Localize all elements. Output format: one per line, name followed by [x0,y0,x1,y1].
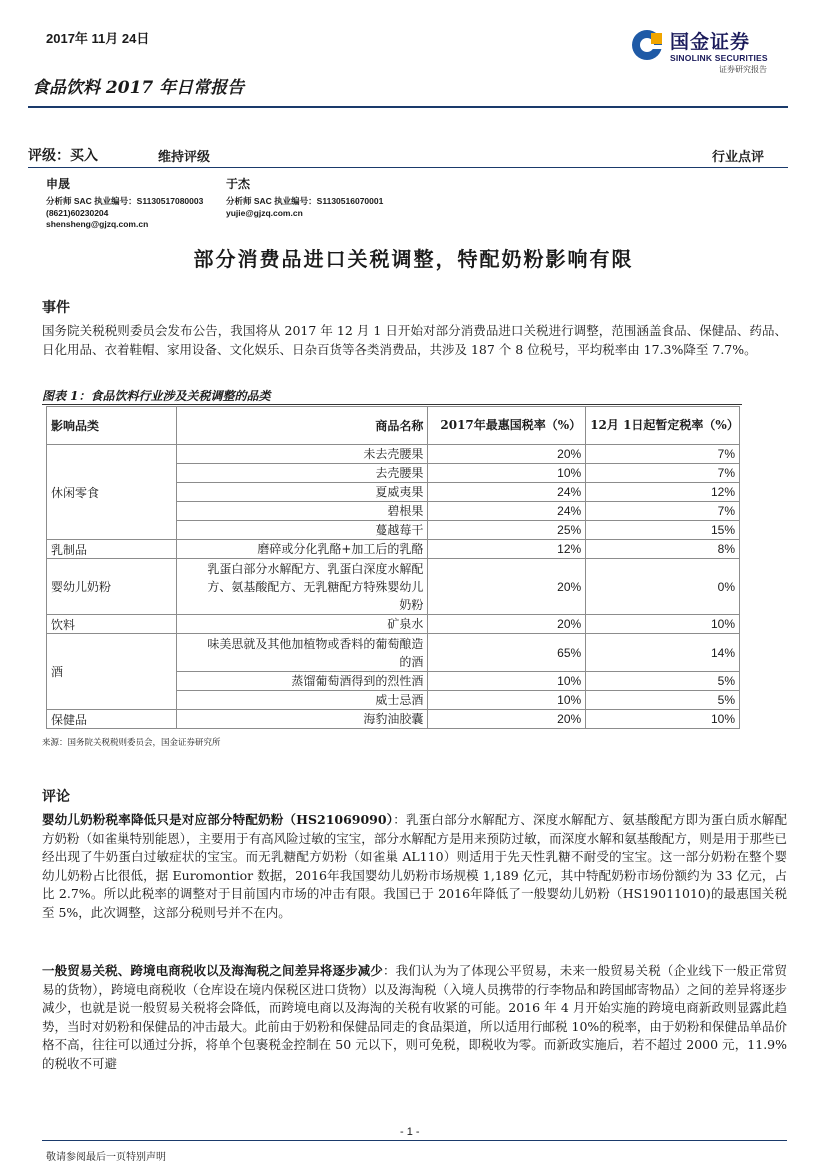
table-row [47,634,740,672]
rating-label: 评级：买入 [28,148,98,164]
rating-divider [28,167,788,168]
row-product: 未去壳腰果 [176,445,428,464]
row-rate-dec: 10% [586,615,740,634]
row-rate-dec: 5% [586,672,740,691]
row-rate-2017: 20% [428,559,586,615]
figure-title: 图表 1：食品饮料行业涉及关税调整的品类 [42,389,271,403]
row-product: 乳蛋白部分水解配方、乳蛋白深度水解配方、氨基酸配方、无乳糖配方特殊婴幼儿奶粉 [176,559,428,615]
row-rate-dec: 12% [586,483,740,502]
table-row [47,559,740,615]
row-product: 去壳腰果 [176,464,428,483]
row-rate-2017: 20% [428,710,586,729]
row-rate-2017: 10% [428,464,586,483]
row-category: 乳制品 [47,540,177,559]
comment-p2-lead: 一般贸易关税、跨境电商税收以及海淘税之间差异将逐步减少 [42,963,383,978]
row-rate-dec: 15% [586,521,740,540]
header-category: 影响品类 [47,407,177,445]
row-rate-2017: 20% [428,615,586,634]
analyst-name: 申晟 [46,177,71,191]
comment-paragraph-1 [42,811,787,922]
comment-p1-text: ：乳蛋白部分水解配方、深度水解配方、氨基酸配方即为蛋白质水解配方奶粉（如雀巢特别能恩），主要用于有高风险过敏的宝宝，部分水解配方是用来预防过敏，而深度水解和氨基酸配方，则是用于那些已经出现了牛奶蛋白过敏症状的宝宝。而无乳糖配方奶粉（如雀巢 AL110）则适用于先天性乳糖不耐受的宝宝。这一部分奶粉在整个婴幼儿奶粉占比很低，据 Euromontior 数据，2016年我国婴幼儿奶粉市场规模 1,189 亿元，其中特配奶粉市场份额约为 33 亿元，占比 2.7%。所以此税率的调整对于目前国内市场的冲击有限。我国已于 2016年降低了一般婴幼儿奶粉（HS19011010)的最惠国关税至 5%，此次调整，这部分税则号并不在内。 [42,812,787,920]
table-row [47,445,740,464]
row-rate-dec: 14% [586,634,740,672]
row-rate-dec: 5% [586,691,740,710]
row-category: 酒 [47,634,177,710]
row-product: 夏威夷果 [176,483,428,502]
table-header-row [47,407,740,445]
comment-heading: 评论 [42,789,70,805]
analyst-card [46,175,203,229]
report-series-title: 食品饮料 2017 年日常报告 [32,78,245,98]
header-divider [28,106,788,108]
event-text: 国务院关税税则委员会发布公告，我国将从 2017 年 12 月 1 日开始对部分消费品进口关税进行调整，范围涵盖食品、保健品、药品、日化用品、衣着鞋帽、家用设备、文化娱乐、日杂百货等各类消费品，共涉及 187 个 8 位税号，平均税率由 17.3%降至 7.7%。 [42,323,787,357]
report-type: 行业点评 [712,150,765,165]
row-product: 磨碎或分化乳酪+加工后的乳酪 [176,540,428,559]
row-rate-2017: 24% [428,502,586,521]
row-rate-dec: 7% [586,445,740,464]
header-rate-dec: 12月 1日起暂定税率（%） [586,407,740,445]
row-product: 味美思就及其他加植物或香料的葡萄酿造的酒 [176,634,428,672]
logo-subtitle: 证券研究报告 [719,65,767,74]
row-product: 蔓越莓干 [176,521,428,540]
tariff-table [46,406,740,729]
row-rate-2017: 65% [428,634,586,672]
analyst-phone: (8621)60230204 [46,208,109,218]
row-product: 碧根果 [176,502,428,521]
header-rate-2017: 2017年最惠国税率（%） [428,407,586,445]
table-row [47,540,740,559]
figure-rule [42,404,742,405]
comment-p1-lead: 婴幼儿奶粉税率降低只是对应部分特配奶粉（HS21069090） [42,812,394,827]
logo-name: 国金证券 [670,32,751,53]
row-product: 矿泉水 [176,615,428,634]
analyst-email[interactable]: yujie@gjzq.com.cn [226,208,303,218]
table-row [47,615,740,634]
report-date: 2017年 11月 24日 [46,31,150,46]
row-rate-dec: 7% [586,502,740,521]
sinolink-logo-icon [631,25,667,65]
row-rate-2017: 25% [428,521,586,540]
row-category: 婴幼儿奶粉 [47,559,177,615]
row-rate-2017: 10% [428,691,586,710]
row-rate-2017: 24% [428,483,586,502]
row-category: 饮料 [47,615,177,634]
logo-english-name: SINOLINK SECURITIES [670,53,768,63]
analyst-name: 于杰 [226,177,251,191]
rating-maintain: 维持评级 [158,150,211,165]
comment-p2-text: ：我们认为为了体现公平贸易，未来一般贸易关税（企业线下一般正常贸易的货物），跨境电商税收（仓库设在境内保税区进口货物）以及海淘税（入境人员携带的行李物品和跨国邮寄物品）之间的差异将逐步减少，也就是说一般贸易关税将会降低，而跨境电商以及海淘的关税有收紧的可能。2016 年 4 月开始实施的跨境电商新政则显露此趋势，当时对奶粉和保健品的冲击最大。此前由于奶粉和保健品同走的食品渠道，所以适用行邮税 10%的税率，由于奶粉和保健品单品价格不高，往往可以通过分拆，将单个包裹税金控制在 50 元以下，则可免税，即税收为零。而新政实施后，若不超过 2000 元，11.9%的税收不可避 [42,963,787,1071]
analyst-email[interactable]: shensheng@gjzq.com.cn [46,219,149,229]
analyst-card [226,175,383,218]
comment-paragraph-2 [42,962,787,1073]
row-rate-dec: 8% [586,540,740,559]
row-rate-dec: 7% [586,464,740,483]
row-rate-2017: 20% [428,445,586,464]
page-number: - 1 - [400,1126,420,1138]
row-category: 保健品 [47,710,177,729]
header-product: 商品名称 [176,407,428,445]
row-product: 蒸馏葡萄酒得到的烈性酒 [176,672,428,691]
analyst-cert: 分析师 SAC 执业编号：S1130517080003 [46,196,204,206]
row-rate-dec: 10% [586,710,740,729]
row-rate-2017: 10% [428,672,586,691]
event-heading: 事件 [42,300,70,316]
disclaimer-note: 敬请参阅最后一页特别声明 [46,1152,166,1163]
table-row [47,710,740,729]
row-product: 海豹油胶囊 [176,710,428,729]
row-category: 休闲零食 [47,445,177,540]
row-rate-dec: 0% [586,559,740,615]
row-product: 威士忌酒 [176,691,428,710]
analyst-cert: 分析师 SAC 执业编号：S1130516070001 [226,196,384,206]
row-rate-2017: 12% [428,540,586,559]
tariff-table-container [46,406,740,729]
footer-divider [42,1140,787,1141]
main-title: 部分消费品进口关税调整，特配奶粉影响有限 [193,247,634,271]
table-source: 来源：国务院关税税则委员会，国金证券研究所 [42,738,221,748]
